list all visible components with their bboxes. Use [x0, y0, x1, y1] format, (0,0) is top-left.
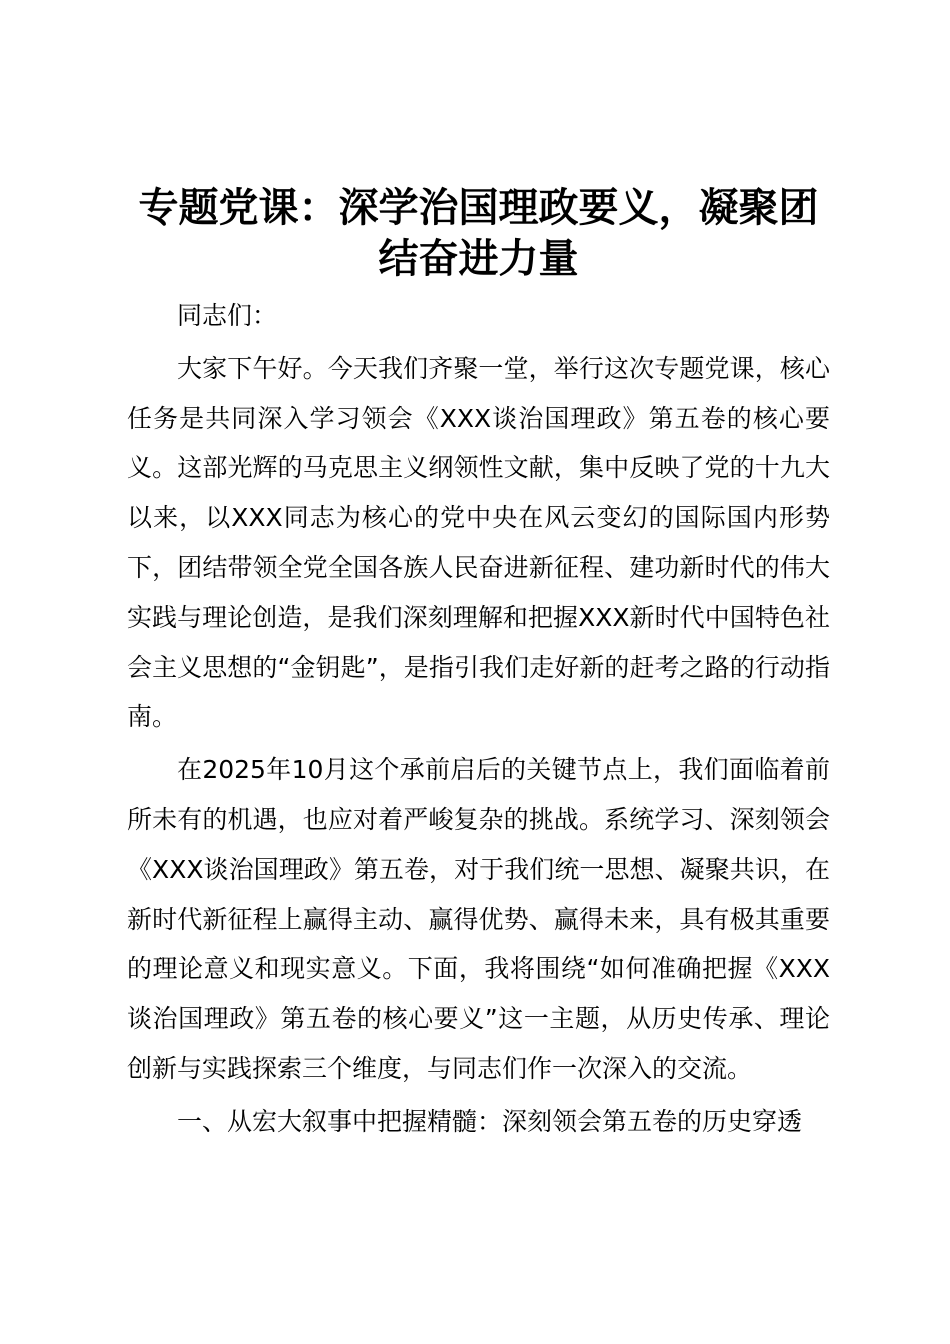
document-title: 专题党课：深学治国理政要义，凝聚团结奋进力量	[138, 184, 819, 282]
greeting: 同志们：	[177, 301, 278, 330]
section-heading-1: 一、从宏大叙事中把握精髓：深刻领会第五卷的历史穿透	[177, 1106, 803, 1136]
paragraph-intro: 大家下午好。今天我们齐聚一堂，举行这次专题党课，核心任务是共同深入学习领会《XXX谈治国理政》第五卷的核心要义。这部光辉的马克思主义纲领性文献，集中反映了党的十九大以来，以XXX同志为核心的党中央在风云变幻的国际国内形势下，团结带领全党全国各族人民奋进新征程、建功新时代的伟大实践与理论创造，是我们深刻理解和把握XXX新时代中国特色社会主义思想的“金钥匙”，是指引我们走好新的赶考之路的行动指南。	[127, 353, 830, 732]
paragraph-context: 在2025年10月这个承前启后的关键节点上，我们面临着前所未有的机遇，也应对着严峻复杂的挑战。系统学习、深刻领会《XXX谈治国理政》第五卷，对于我们统一思想、凝聚共识，在新时代新征程上赢得主动、赢得优势、赢得未来，具有极其重要的理论意义和现实意义。下面，我将围绕“如何准确把握《XXX谈治国理政》第五卷的核心要义”这一主题，从历史传承、理论创新与实践探索三个维度，与同志们作一次深入的交流。	[127, 755, 830, 1083]
document-page	[127, 182, 830, 1147]
